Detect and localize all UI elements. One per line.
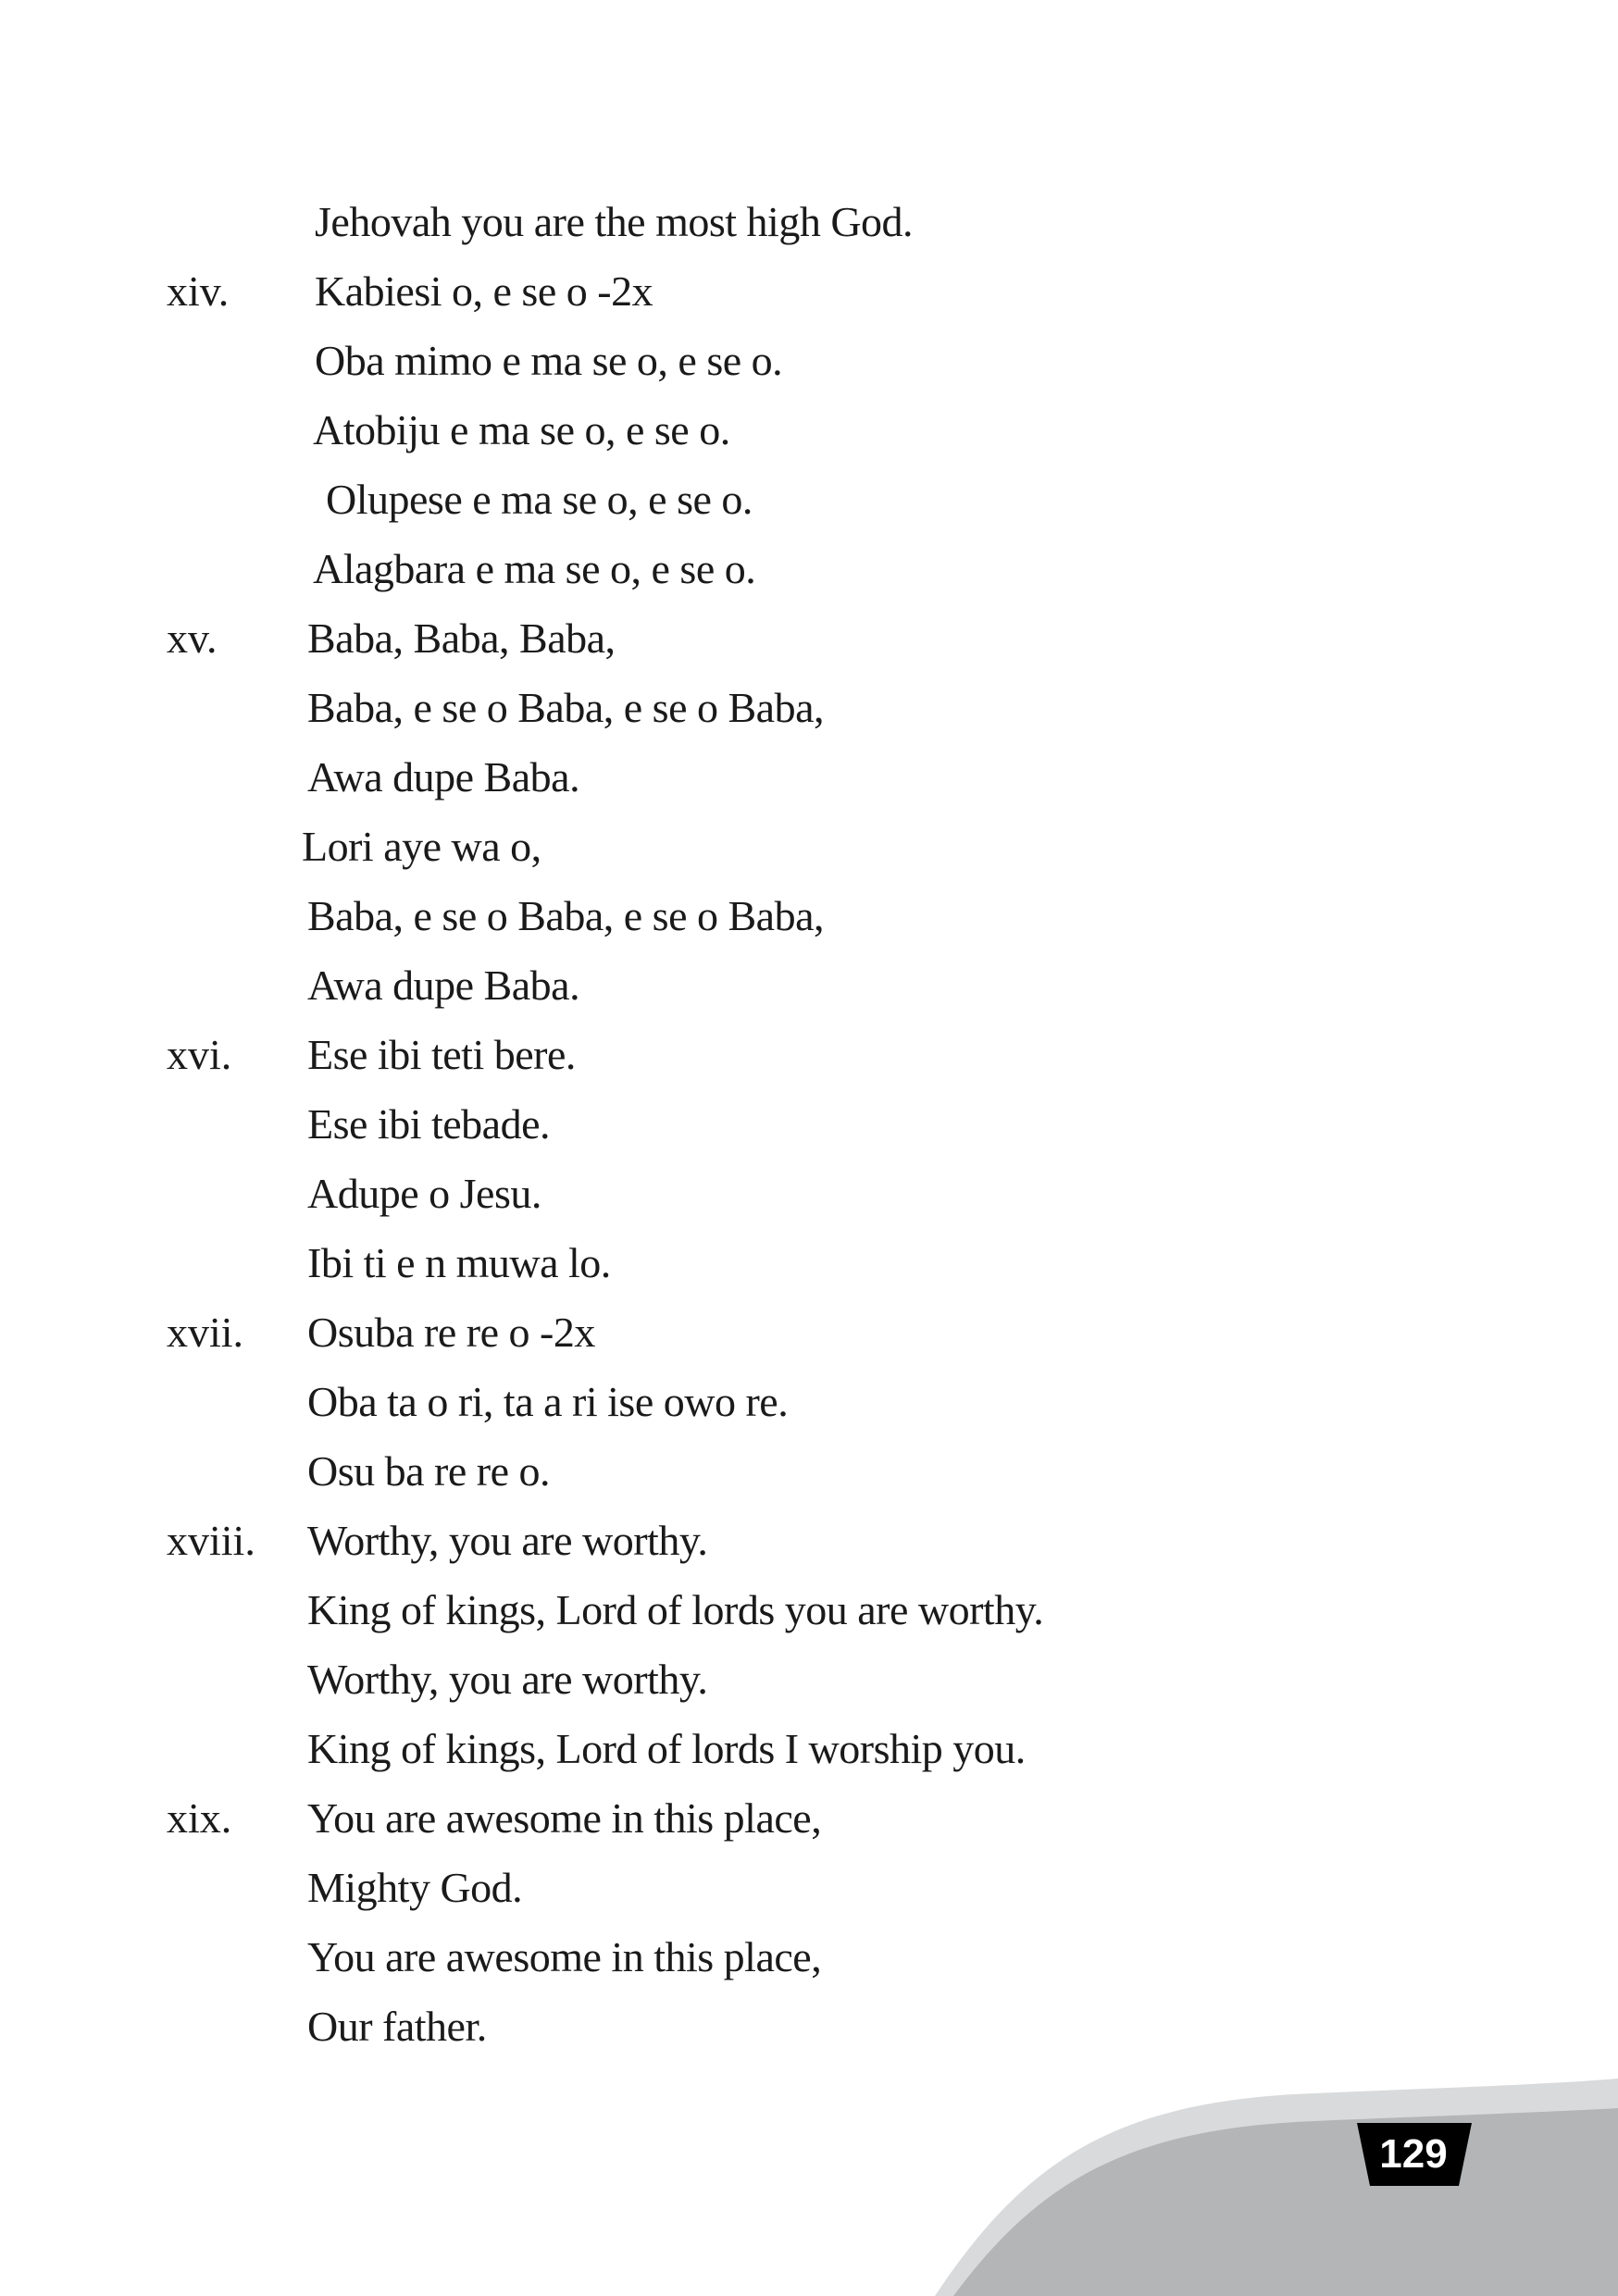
verse-line: Baba, Baba, Baba,	[307, 614, 616, 662]
verse-line: King of kings, Lord of lords I worship you.	[307, 1725, 1026, 1772]
verse-line: Our father.	[307, 2003, 487, 2050]
verse-line: Ibi ti e n muwa lo.	[307, 1239, 611, 1286]
verse-line: Baba, e se o Baba, e se o Baba,	[307, 892, 825, 939]
verse-line: Kabiesi o, e se o -2x	[315, 267, 653, 315]
verse-line: Ese ibi tebade.	[307, 1100, 551, 1148]
verse-number: xv.	[167, 614, 218, 662]
verse-line: Osu ba re re o.	[307, 1447, 551, 1495]
verse-line: You are awesome in this place,	[307, 1794, 822, 1842]
verse-line: Alagbara e ma se o, e se o.	[313, 545, 756, 592]
verse-line: Osuba re re o -2x	[307, 1309, 595, 1356]
verse-line: Atobiju e ma se o, e se o.	[313, 406, 730, 453]
verse-line: Adupe o Jesu.	[307, 1170, 541, 1217]
verse-line: Worthy, you are worthy.	[307, 1656, 708, 1703]
page-number: 129	[1379, 2131, 1448, 2177]
verse-line: Worthy, you are worthy.	[307, 1517, 708, 1564]
verse-line: Lori aye wa o,	[302, 823, 541, 870]
verse-line: Olupese e ma se o, e se o.	[326, 476, 753, 523]
verse-line: Awa dupe Baba.	[307, 753, 580, 800]
verse-number: xix.	[167, 1794, 232, 1842]
verse-number: xiv.	[167, 267, 230, 315]
verse-line: Oba mimo e ma se o, e se o.	[315, 337, 783, 384]
verse-line: Ese ibi teti bere.	[307, 1031, 576, 1078]
verse-number: xvii.	[167, 1309, 244, 1356]
verse-line: King of kings, Lord of lords you are worthy.	[307, 1586, 1044, 1633]
verse-number: xviii.	[167, 1517, 255, 1564]
verse-line: Mighty God.	[307, 1864, 523, 1911]
verse-number: xvi.	[167, 1031, 232, 1078]
verse-line: You are awesome in this place,	[307, 1933, 822, 1980]
verse-line: Baba, e se o Baba, e se o Baba,	[307, 684, 825, 731]
corner-swoosh-dark	[953, 2108, 1618, 2296]
verse-line: Awa dupe Baba.	[307, 962, 580, 1009]
verse-line: Jehovah you are the most high God.	[315, 198, 914, 245]
verse-line: Oba ta o ri, ta a ri ise owo re.	[307, 1378, 789, 1425]
